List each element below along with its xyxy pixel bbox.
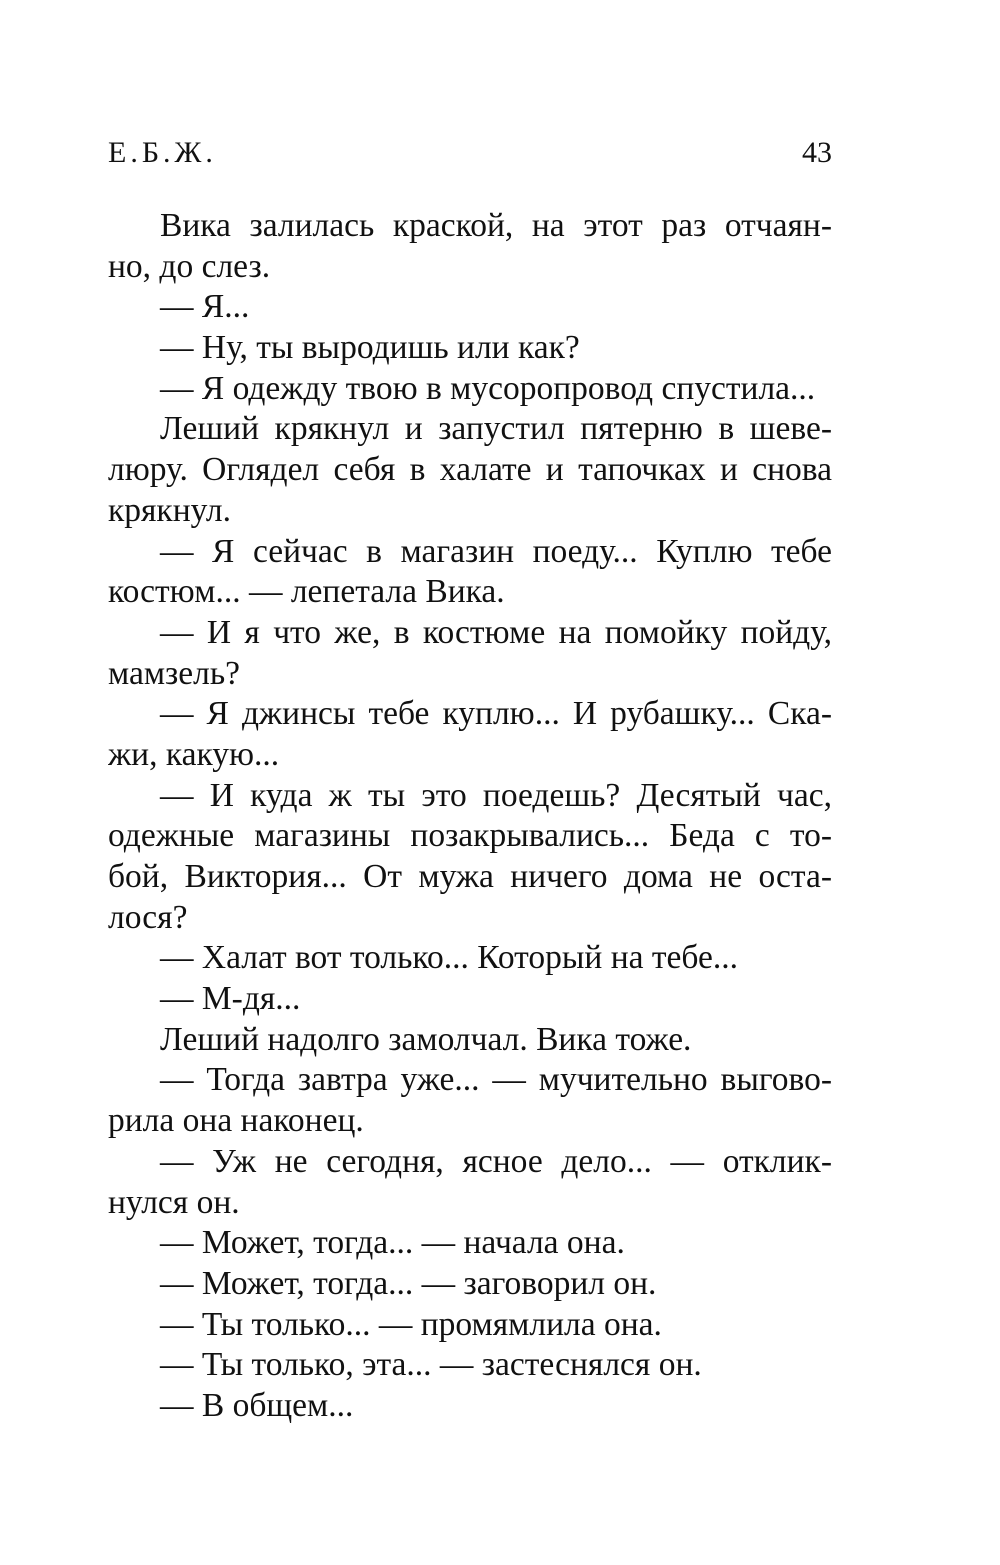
text-line: лося? [108,898,188,936]
page-number: 43 [802,136,832,169]
text-line: — И я что же, в костюме на помойку пойду, [160,613,832,651]
text-line: люру. Оглядел себя в халате и тапочках и снова [108,451,832,489]
text-line: — И куда ж ты это поедешь? Десятый час, [160,776,832,814]
text-line: — Ты только... — промямлила она. [160,1305,662,1343]
text-line: — Тогда завтра уже... — мучительно выгово- [160,1061,832,1099]
text-line: — Может, тогда... — начала она. [160,1224,625,1262]
text-line: — Я... [160,288,250,326]
text-line: Вика залилась краской, на этот раз отчаян- [160,207,832,244]
text-line: нулся он. [108,1183,240,1221]
text-line: бой, Виктория... От мужа ничего дома не оста- [108,858,832,895]
text-line: — Я одежду твою в мусоропровод спустила... [160,369,816,407]
text-line: — Ну, ты выродишь или как? [160,329,580,367]
text-line: но, до слез. [108,247,271,285]
running-title: Е.Б.Ж. [108,136,217,169]
text-line: — В общем... [160,1386,354,1424]
text-line: — Халат вот только... Который на тебе... [160,939,738,977]
text-line: — Ты только, эта... — застеснялся он. [160,1346,702,1384]
text-line: мамзель? [108,654,241,692]
text-line: крякнул. [108,491,232,529]
text-line: — М-дя... [160,980,301,1018]
text-line: Леший крякнул и запустил пятерню в шеве- [160,410,832,448]
text-line: одежные магазины позакрывались... Беда с то- [108,817,832,855]
text-line: — Может, тогда... — заговорил он. [160,1264,657,1302]
body-text [108,206,832,1427]
text-line: — Я джинсы тебе куплю... И рубашку... Ска- [160,695,832,733]
running-head [108,136,832,184]
text-line: — Уж не сегодня, ясное дело... — отклик- [160,1142,832,1180]
text-line: жи, какую... [108,735,280,773]
text-line: Леший надолго замолчал. Вика тоже. [160,1020,692,1058]
text-line: — Я сейчас в магазин поеду... Куплю тебе [160,532,832,570]
text-line: рила она наконец. [108,1102,364,1140]
text-line: костюм... — лепетала Вика. [108,573,505,611]
